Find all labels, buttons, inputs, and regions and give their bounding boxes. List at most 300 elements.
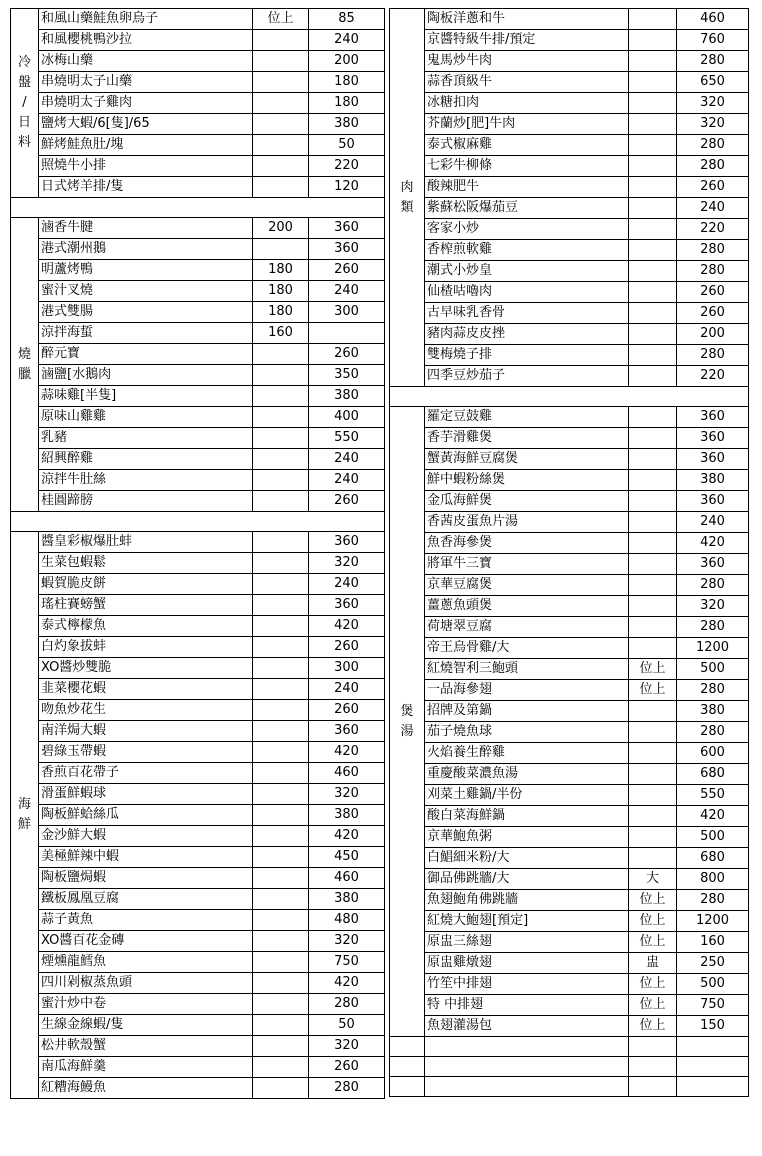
item-name: 串燒明太子山藥 [39, 72, 253, 93]
menu-row [390, 303, 749, 324]
menu-row [11, 281, 385, 302]
empty-cell [629, 1037, 677, 1057]
item-note [253, 532, 309, 553]
item-price: 180 [309, 72, 385, 93]
category-char: 冷 [17, 55, 31, 70]
menu-row [11, 51, 385, 72]
category-char: 類 [400, 199, 414, 215]
category-char: 鮮 [17, 817, 31, 832]
item-note: 160 [253, 323, 309, 344]
item-price: 200 [309, 51, 385, 72]
item-note [629, 9, 677, 30]
item-price: 400 [309, 407, 385, 428]
item-note [253, 428, 309, 449]
menu-row [11, 470, 385, 491]
item-price: 600 [677, 743, 749, 764]
item-name: 紅燒大鮑翅[預定] [425, 911, 629, 932]
item-price: 760 [677, 30, 749, 51]
menu-row [390, 953, 749, 974]
item-note [629, 848, 677, 869]
item-price: 240 [309, 30, 385, 51]
menu-row [390, 638, 749, 659]
item-name: 仙楂咕嚕肉 [425, 282, 629, 303]
item-note [253, 365, 309, 386]
item-name: 茄子燒魚球 [425, 722, 629, 743]
menu-row [11, 407, 385, 428]
menu-row [11, 135, 385, 156]
item-note: 大 [629, 869, 677, 890]
item-note [629, 366, 677, 387]
empty-cell [677, 1057, 749, 1077]
menu-row [11, 868, 385, 889]
category-label [390, 9, 425, 387]
item-note [253, 407, 309, 428]
menu-row [11, 742, 385, 763]
item-price: 120 [309, 177, 385, 198]
item-note [253, 51, 309, 72]
spacer-cell [11, 198, 385, 218]
menu-row [390, 324, 749, 345]
menu-row [11, 595, 385, 616]
menu-row [390, 722, 749, 743]
item-note [629, 240, 677, 261]
menu-row [390, 743, 749, 764]
item-price: 240 [677, 512, 749, 533]
menu-row [390, 240, 749, 261]
menu-row [11, 1078, 385, 1099]
item-name: 桂圓蹄膀 [39, 491, 253, 512]
item-note [253, 973, 309, 994]
item-note [253, 93, 309, 114]
empty-cell [425, 1077, 629, 1097]
item-price: 420 [309, 616, 385, 637]
item-price: 320 [309, 553, 385, 574]
item-note [253, 449, 309, 470]
item-name: 陶板鹽焗蝦 [39, 868, 253, 889]
menu-row [11, 239, 385, 260]
item-price: 460 [677, 9, 749, 30]
empty-cell [629, 1057, 677, 1077]
spacer-row [11, 198, 385, 218]
empty-cell [425, 1037, 629, 1057]
menu-row [390, 974, 749, 995]
item-name: 冰梅山藥 [39, 51, 253, 72]
category-char: 肉 [400, 179, 414, 195]
item-note [629, 554, 677, 575]
menu-row [11, 826, 385, 847]
menu-row [390, 177, 749, 198]
menu-row [11, 93, 385, 114]
item-price: 260 [309, 260, 385, 281]
item-note [629, 177, 677, 198]
item-name: 香煎百花帶子 [39, 763, 253, 784]
item-name: 七彩牛柳條 [425, 156, 629, 177]
item-name: 滷香牛腱 [39, 218, 253, 239]
item-note [629, 51, 677, 72]
right-menu-table [389, 8, 749, 1097]
item-note [629, 701, 677, 722]
menu-row [11, 847, 385, 868]
menu-row [390, 827, 749, 848]
menu-row [390, 512, 749, 533]
menu-row [390, 470, 749, 491]
item-name: 紅糟海鰻魚 [39, 1078, 253, 1099]
item-note [629, 827, 677, 848]
empty-cell [629, 1077, 677, 1097]
menu-row [11, 679, 385, 700]
item-price: 280 [677, 261, 749, 282]
empty-cell [390, 1037, 425, 1057]
item-note [253, 658, 309, 679]
menu-row [11, 323, 385, 344]
item-price: 380 [677, 470, 749, 491]
menu-row [390, 848, 749, 869]
item-name: 京華豆腐煲 [425, 575, 629, 596]
item-name: 四川剁椒蒸魚頭 [39, 973, 253, 994]
category-char: 燒 [17, 346, 31, 362]
item-note [253, 889, 309, 910]
menu-row [11, 30, 385, 51]
item-note: 200 [253, 218, 309, 239]
item-name: 陶板鮮蛤絲瓜 [39, 805, 253, 826]
category-char: 日 [17, 115, 31, 130]
menu-row [11, 574, 385, 595]
category-char: / [22, 95, 27, 110]
category-char: 湯 [400, 723, 414, 739]
item-name: 醉元寶 [39, 344, 253, 365]
menu-row [390, 869, 749, 890]
menu-row [390, 219, 749, 240]
item-price: 320 [309, 1036, 385, 1057]
item-price: 240 [309, 470, 385, 491]
item-price: 280 [677, 617, 749, 638]
item-note [253, 994, 309, 1015]
menu-row [390, 995, 749, 1016]
item-note [253, 1078, 309, 1099]
menu-row [11, 1036, 385, 1057]
item-name: 陶板洋蔥和牛 [425, 9, 629, 30]
item-note [253, 952, 309, 973]
menu-row [390, 596, 749, 617]
item-note: 180 [253, 260, 309, 281]
item-note: 位上 [629, 974, 677, 995]
item-price: 360 [309, 239, 385, 260]
category-char: 臘 [17, 366, 31, 382]
category-label [11, 218, 39, 512]
item-price: 460 [309, 763, 385, 784]
item-name: 竹笙中排翅 [425, 974, 629, 995]
menu-row [390, 659, 749, 680]
spacer-cell [11, 512, 385, 532]
item-name: 煙燻龍鱈魚 [39, 952, 253, 973]
item-price: 380 [309, 114, 385, 135]
empty-row [390, 1077, 749, 1097]
empty-cell [425, 1057, 629, 1077]
category-label [390, 407, 425, 1037]
item-note: 盅 [629, 953, 677, 974]
item-name: 蒜味雞[半隻] [39, 386, 253, 407]
menu-row [11, 1015, 385, 1036]
menu-row [390, 449, 749, 470]
item-name: 蝦賀脆皮餅 [39, 574, 253, 595]
item-name: 羅定豆鼓雞 [425, 407, 629, 428]
item-price: 360 [677, 554, 749, 575]
menu-row [390, 9, 749, 30]
item-name: 客家小炒 [425, 219, 629, 240]
item-price: 280 [677, 890, 749, 911]
item-price: 300 [309, 302, 385, 323]
item-name: XO醬炒雙脆 [39, 658, 253, 679]
empty-row [390, 1037, 749, 1057]
item-name: 紅燒智利三鮑頭 [425, 659, 629, 680]
item-name: 豬肉蒜皮皮挫 [425, 324, 629, 345]
item-price: 280 [677, 722, 749, 743]
item-note [253, 470, 309, 491]
item-note: 位上 [629, 1016, 677, 1037]
menu-row [11, 9, 385, 30]
menu-row [390, 72, 749, 93]
item-note [253, 700, 309, 721]
item-note: 位上 [629, 911, 677, 932]
item-price: 300 [309, 658, 385, 679]
item-note [253, 931, 309, 952]
item-name: 白灼象拔蚌 [39, 637, 253, 658]
item-name: 日式烤羊排/隻 [39, 177, 253, 198]
item-price: 280 [309, 994, 385, 1015]
item-note [253, 826, 309, 847]
item-note: 位上 [629, 680, 677, 701]
item-name: 金沙鮮大蝦 [39, 826, 253, 847]
item-note [253, 177, 309, 198]
empty-cell [390, 1077, 425, 1097]
item-note [629, 303, 677, 324]
menu-row [390, 701, 749, 722]
item-name: 紹興醉雞 [39, 449, 253, 470]
item-price: 280 [677, 156, 749, 177]
item-name: 松井軟殼蟹 [39, 1036, 253, 1057]
item-note [629, 261, 677, 282]
menu-row [11, 260, 385, 281]
item-note: 180 [253, 281, 309, 302]
item-name: 和風櫻桃鴨沙拉 [39, 30, 253, 51]
item-price: 150 [677, 1016, 749, 1037]
item-price: 260 [309, 1057, 385, 1078]
menu-row [390, 533, 749, 554]
item-name: 蒜香頂級牛 [425, 72, 629, 93]
menu-row [11, 994, 385, 1015]
item-name: 吻魚炒花生 [39, 700, 253, 721]
item-name: 美極鮮辣中蝦 [39, 847, 253, 868]
item-note [629, 512, 677, 533]
item-price: 320 [677, 93, 749, 114]
item-name: 京華鮑魚粥 [425, 827, 629, 848]
menu-row [390, 575, 749, 596]
item-price: 460 [309, 868, 385, 889]
menu-row [11, 218, 385, 239]
item-note [629, 722, 677, 743]
menu-row [11, 910, 385, 931]
category-char: 盤 [17, 75, 31, 90]
item-name: 將軍牛三寶 [425, 554, 629, 575]
item-name: 生線金線蝦/隻 [39, 1015, 253, 1036]
item-note [253, 156, 309, 177]
item-note [629, 617, 677, 638]
item-price: 480 [309, 910, 385, 931]
menu-row [11, 553, 385, 574]
item-price: 360 [309, 721, 385, 742]
item-note [253, 30, 309, 51]
item-name: 明蘆烤鴨 [39, 260, 253, 281]
item-price: 260 [309, 491, 385, 512]
item-price: 320 [309, 784, 385, 805]
menu-row [11, 889, 385, 910]
menu-row [11, 784, 385, 805]
item-note [253, 344, 309, 365]
menu-row [390, 911, 749, 932]
item-name: 生菜包蝦鬆 [39, 553, 253, 574]
item-price: 260 [309, 344, 385, 365]
item-note [253, 1036, 309, 1057]
item-price: 650 [677, 72, 749, 93]
empty-cell [390, 1057, 425, 1077]
menu-row [390, 617, 749, 638]
menu-row [390, 806, 749, 827]
menu-row [11, 700, 385, 721]
item-note [253, 553, 309, 574]
item-price: 220 [677, 219, 749, 240]
item-note [629, 491, 677, 512]
item-name: 蜜汁炒中卷 [39, 994, 253, 1015]
item-note [629, 93, 677, 114]
menu-row [11, 177, 385, 198]
item-note: 位上 [629, 890, 677, 911]
item-price: 240 [309, 281, 385, 302]
menu-row [390, 366, 749, 387]
item-price: 50 [309, 135, 385, 156]
item-name: 鮮中蝦粉絲煲 [425, 470, 629, 491]
menu-row [11, 616, 385, 637]
item-note [629, 30, 677, 51]
item-note [629, 198, 677, 219]
item-note [253, 847, 309, 868]
item-price: 360 [677, 407, 749, 428]
menu-row [390, 428, 749, 449]
item-price: 180 [309, 93, 385, 114]
item-note [629, 806, 677, 827]
menu-row [11, 973, 385, 994]
item-note [629, 114, 677, 135]
item-price: 1200 [677, 911, 749, 932]
menu-row [11, 805, 385, 826]
item-name: 原盅三絲翅 [425, 932, 629, 953]
item-name: 原味山雞雞 [39, 407, 253, 428]
item-name: 醬皇彩椒爆肚蚌 [39, 532, 253, 553]
item-note: 位上 [629, 995, 677, 1016]
menu-row [11, 491, 385, 512]
item-price: 380 [677, 701, 749, 722]
item-price: 200 [677, 324, 749, 345]
item-name: 蜜汁叉燒 [39, 281, 253, 302]
item-name: 芥蘭炒[肥]牛肉 [425, 114, 629, 135]
item-note [629, 638, 677, 659]
item-name: 滑蛋鮮蝦球 [39, 784, 253, 805]
menu-row [390, 261, 749, 282]
item-note: 180 [253, 302, 309, 323]
item-name: 京醬特級牛排/預定 [425, 30, 629, 51]
menu-row [390, 282, 749, 303]
menu-row [390, 785, 749, 806]
spacer-row [11, 512, 385, 532]
empty-row [390, 1057, 749, 1077]
item-name: 特 中排翅 [425, 995, 629, 1016]
item-name: 荷塘翠豆腐 [425, 617, 629, 638]
item-name: 刈菜土雞鍋/半份 [425, 785, 629, 806]
item-note: 位上 [253, 9, 309, 30]
item-note [253, 763, 309, 784]
item-name: 滷鹽[水鵝肉 [39, 365, 253, 386]
item-price: 220 [677, 366, 749, 387]
item-note [253, 72, 309, 93]
item-price: 680 [677, 764, 749, 785]
item-price: 260 [309, 700, 385, 721]
item-name: 泰式檸檬魚 [39, 616, 253, 637]
item-note: 位上 [629, 932, 677, 953]
item-price: 360 [677, 491, 749, 512]
item-price: 160 [677, 932, 749, 953]
item-price: 800 [677, 869, 749, 890]
item-name: 雙梅燒子排 [425, 345, 629, 366]
item-name: 酸辣肥牛 [425, 177, 629, 198]
item-note [629, 764, 677, 785]
item-name: 魚香海參煲 [425, 533, 629, 554]
item-name: 四季豆炒茄子 [425, 366, 629, 387]
item-name: 南瓜海鮮羹 [39, 1057, 253, 1078]
item-price: 280 [677, 680, 749, 701]
menu-row [11, 114, 385, 135]
menu-row [11, 721, 385, 742]
item-price: 380 [309, 805, 385, 826]
item-note [629, 407, 677, 428]
item-price: 1200 [677, 638, 749, 659]
item-name: 金瓜海鮮煲 [425, 491, 629, 512]
menu-row [11, 637, 385, 658]
item-note [629, 470, 677, 491]
item-price: 420 [309, 742, 385, 763]
item-note [253, 135, 309, 156]
item-note [629, 72, 677, 93]
item-name: 蒜子黃魚 [39, 910, 253, 931]
item-name: 乳豬 [39, 428, 253, 449]
item-name: 薑蔥魚頭煲 [425, 596, 629, 617]
menu-row [11, 532, 385, 553]
item-price: 420 [677, 806, 749, 827]
item-price: 420 [309, 826, 385, 847]
item-price: 420 [309, 973, 385, 994]
menu-row [390, 114, 749, 135]
item-name: 魚翅灌湯包 [425, 1016, 629, 1037]
item-price: 280 [677, 51, 749, 72]
item-note [629, 135, 677, 156]
item-name: 蟹黃海鮮豆腐煲 [425, 449, 629, 470]
item-price: 550 [309, 428, 385, 449]
item-name: 瑤柱賽螃蟹 [39, 595, 253, 616]
item-price: 220 [309, 156, 385, 177]
item-name: 碧綠玉帶蝦 [39, 742, 253, 763]
item-price: 360 [309, 218, 385, 239]
item-name: 御品佛跳牆/大 [425, 869, 629, 890]
menu-row [390, 51, 749, 72]
menu-row [11, 156, 385, 177]
